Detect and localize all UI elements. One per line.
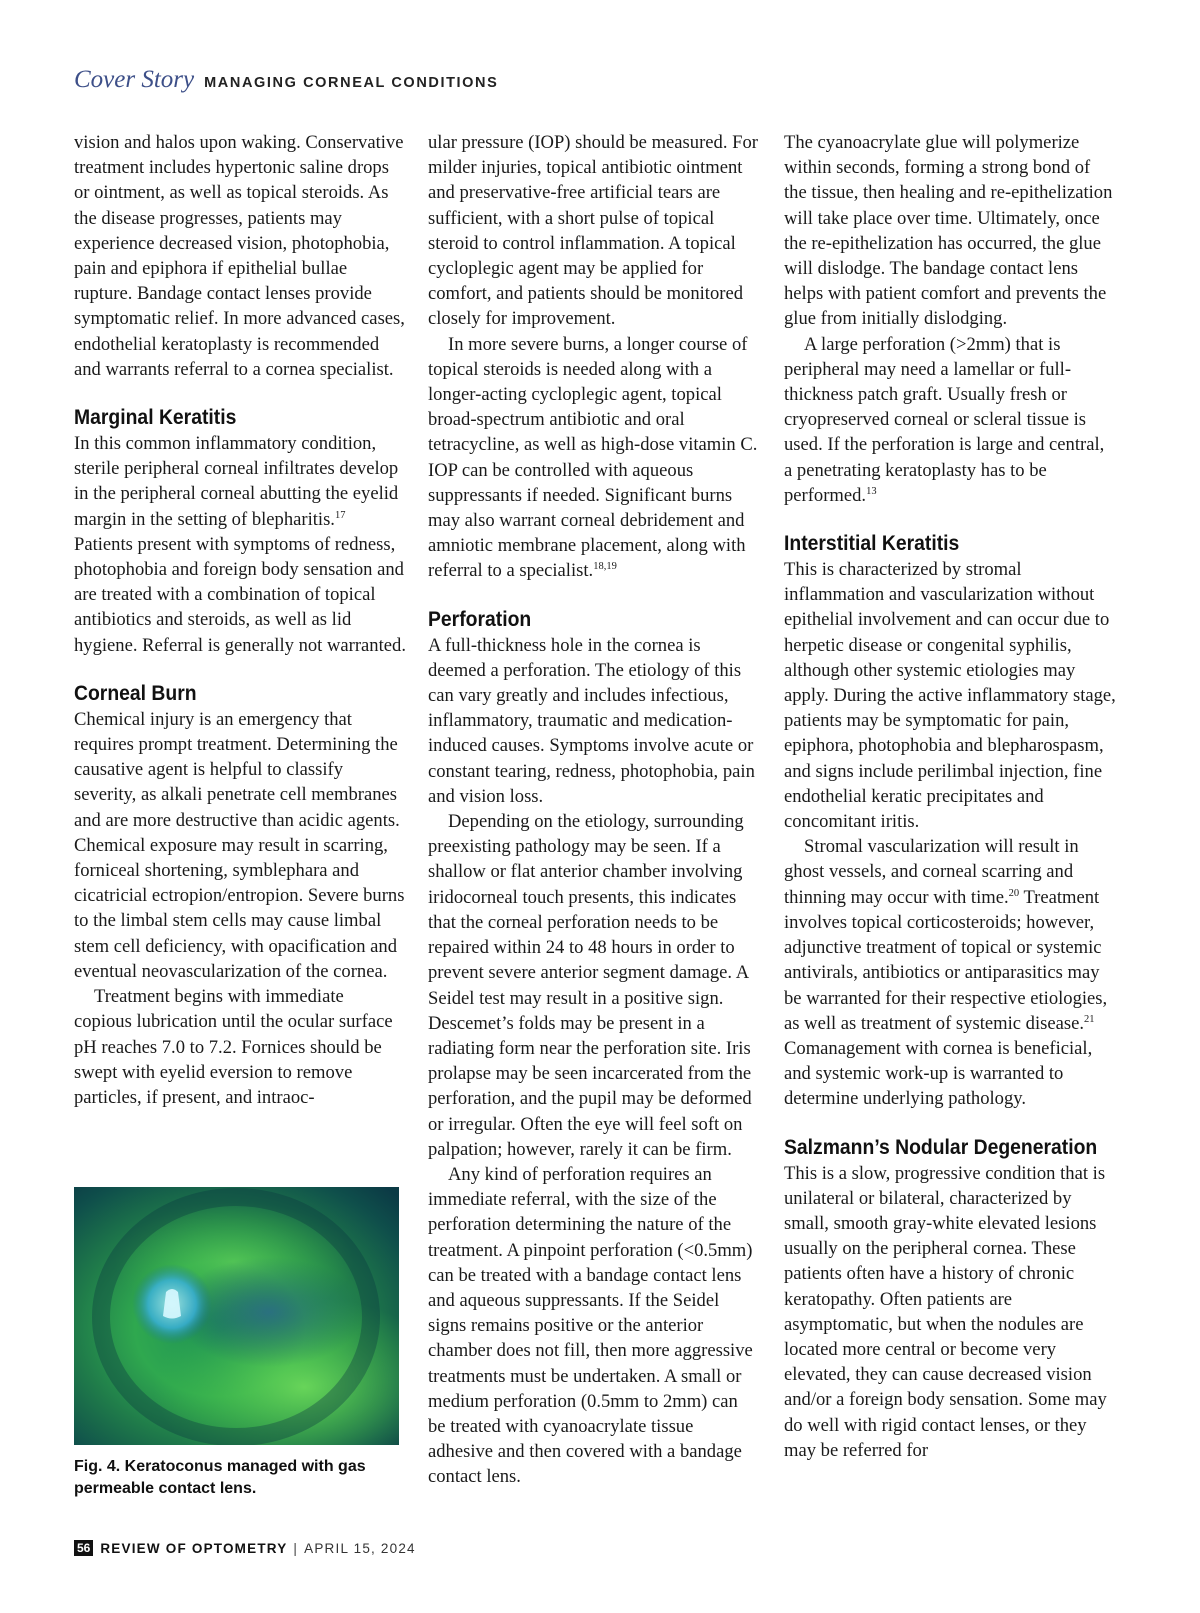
paragraph: In this common inflammatory condition, sterile peripheral corneal infiltrates develop in the peripheral corneal abutting the eyelid margin in the setting of blepharitis.$^{17}$ Patients present with symptoms of redness, photophobia and foreign body sensation and are treated with a combination of topical antibiotics and steroids, as well as lid hygiene. Referral is generally not warranted.: [74, 433, 406, 656]
paragraph: The cyanoacrylate glue will polymerize within seconds, forming a strong bond of the tissue, then healing and re-epithelization will take place over time. Ultimately, once the re-epithelization has occurred, the glue will dislodge. The bandage contact lens helps with patient comfort and prevents the glue from initially dislodging.: [784, 132, 1113, 330]
column-2: [428, 130, 760, 1490]
section-label: Cover Story: [74, 66, 195, 93]
column-3: [784, 130, 1116, 1463]
paragraph: Any kind of perforation requires an immediate referral, with the size of the perforation determining the nature of the treatment. A pinpoint perforation (<0.5mm) can be treated with a bandage contact lens and aqueous suppressants. If the Seidel signs remains positive or the anterior chamber does not fill, then more aggressive treatments must be undertaken. A small or medium perforation (0.5mm to 2mm) can be treated with cyanoacrylate tissue adhesive and then covered with a bandage contact lens.: [428, 1163, 753, 1488]
section-heading-corneal-burn: Corneal Burn: [74, 680, 197, 705]
eye-photo-illustration: [74, 1187, 399, 1445]
paragraph: ular pressure (IOP) should be measured. For milder injuries, topical antibiotic ointment and preservative-free artificial tears are sufficient, with a short pulse of topical steroid to control inflammation. A topical cycloplegic agent may be applied for comfort, and patients should be monitored closely for improvement.: [428, 132, 758, 330]
reference-mark: 20: [1008, 887, 1020, 899]
reference-mark: 18,19: [593, 561, 617, 573]
article-topic: MANAGING CORNEAL CONDITIONS: [204, 75, 499, 91]
figure-caption: Fig. 4. Keratoconus managed with gas permeable contact lens.: [74, 1458, 366, 1497]
paragraph: In more severe burns, a longer course of topical steroids is needed along with a longer-acting cycloplegic agent, topical broad-spectrum antibiotic and oral tetracycline, as well as high-dose vitamin C. IOP can be controlled with aqueous suppressants if needed. Significant burns may also warrant corneal debridement and amniotic membrane placement, along with referral to a specialist.$^{18,19}$: [428, 333, 758, 582]
paragraph: Chemical injury is an emergency that requires prompt treatment. Determining the causative agent is helpful to classify severity, as alkali penetrate cell membranes and are more destructive than acidic agents. Chemical exposure may result in scarring, forniceal shortening, symblephara and cicatricial ectropion/entropion. Severe burns to the limbal stem cells may cause limbal stem cell deficiency, with opacification and eventual neovascularization of the cornea.: [74, 708, 405, 982]
column-1: [74, 130, 406, 1110]
paragraph: Depending on the etiology, surrounding preexisting pathology may be seen. If a shallow or flat anterior chamber involving iridocorneal touch presents, this indicates that the corneal perforation needs to be repaired within 24 to 48 hours in order to prevent severe anterior segment damage. A Seidel test may result in a positive sign. Descemet’s folds may be present in a radiating form near the perforation site. Iris prolapse may be seen incarcerated from the perforation, and the pupil may be deformed or irregular. Often the eye will feel soft on palpation; however, rarely it can be firm.: [428, 811, 752, 1160]
paragraph: This is a slow, progressive condition that is unilateral or bilateral, characterized by small, smooth gray-white elevated lesions usually on the peripheral cornea. These patients often have a history of chronic keratopathy. Often patients are asymptomatic, but when the nodules are located more central or become very elevated, they can cause decreased vision and/or a foreign body sensation. Some may do well with rigid contact lenses, or they may be referred for: [784, 1162, 1107, 1461]
page-number: 56: [74, 1540, 93, 1556]
paragraph: This is characterized by stromal inflammation and vascularization without epithelial involvement and can occur due to herpetic disease or congenital syphilis, although other systemic etiologies may apply. During the active inflammatory stage, patients may be symptomatic for pain, epiphora, photophobia and blepharospasm, and signs include perilimbal injection, fine endothelial keratic precipitates and concomitant iritis.: [784, 559, 1116, 833]
running-header: [74, 66, 498, 106]
reference-mark: 17: [334, 509, 346, 521]
page-footer: [74, 1540, 416, 1556]
paragraph: Treatment begins with immediate copious lubrication until the ocular surface pH reaches 7.0 to 7.2. Fornices should be swept with eyelid eversion to remove particles, if present, and intraoc-: [74, 986, 393, 1108]
paragraph: A large perforation (>2mm) that is peripheral may need a lamellar or full-thickness patch graft. Usually fresh or cryopreserved corneal or scleral tissue is used. If the perforation is large and central, a penetrating keratoplasty has to be performed.$^{13}$: [784, 333, 1105, 506]
paragraph: vision and halos upon waking. Conservative treatment includes hypertonic saline drops or ointment, as well as topical steroids. As the disease progresses, patients may experience decreased vision, photophobia, pain and epiphora if epithelial bullae rupture. Bandage contact lenses provide symptomatic relief. In more advanced cases, endothelial keratoplasty is recommended and warrants referral to a cornea specialist.: [74, 132, 405, 380]
section-heading-salzmann: Salzmann’s Nodular Degeneration: [784, 1134, 1098, 1159]
section-heading-perforation: Perforation: [428, 606, 532, 631]
figure-keratoconus-photo: [74, 1187, 399, 1445]
section-heading-interstitial-keratitis: Interstitial Keratitis: [784, 531, 960, 556]
issue-date: APRIL 15, 2024: [304, 1540, 416, 1556]
reference-mark: 21: [1084, 1013, 1095, 1025]
publication-name: REVIEW OF OPTOMETRY: [100, 1540, 288, 1556]
paragraph: A full-thickness hole in the cornea is deemed a perforation. The etiology of this can vary greatly and includes infectious, inflammatory, traumatic and medication-induced causes. Symptoms involve acute or constant tearing, redness, photophobia, pain and vision loss.: [428, 634, 755, 807]
paragraph: Stromal vascularization will result in ghost vessels, and corneal scarring and thinning may occur with time.$^{20}$ Treatment involves topical corticosteroids; however, adjunctive treatment of topical or systemic antivirals, antibiotics or antiparasitics may be warranted for their respective etiologies, as well as treatment of systemic disease.$^{21}$ Comanagement with cornea is beneficial, and systemic work-up is warranted to determine underlying pathology.: [784, 836, 1108, 1110]
reference-mark: 13: [866, 485, 877, 497]
section-heading-marginal-keratitis: Marginal Keratitis: [74, 405, 237, 430]
footer-separator: |: [293, 1540, 299, 1556]
